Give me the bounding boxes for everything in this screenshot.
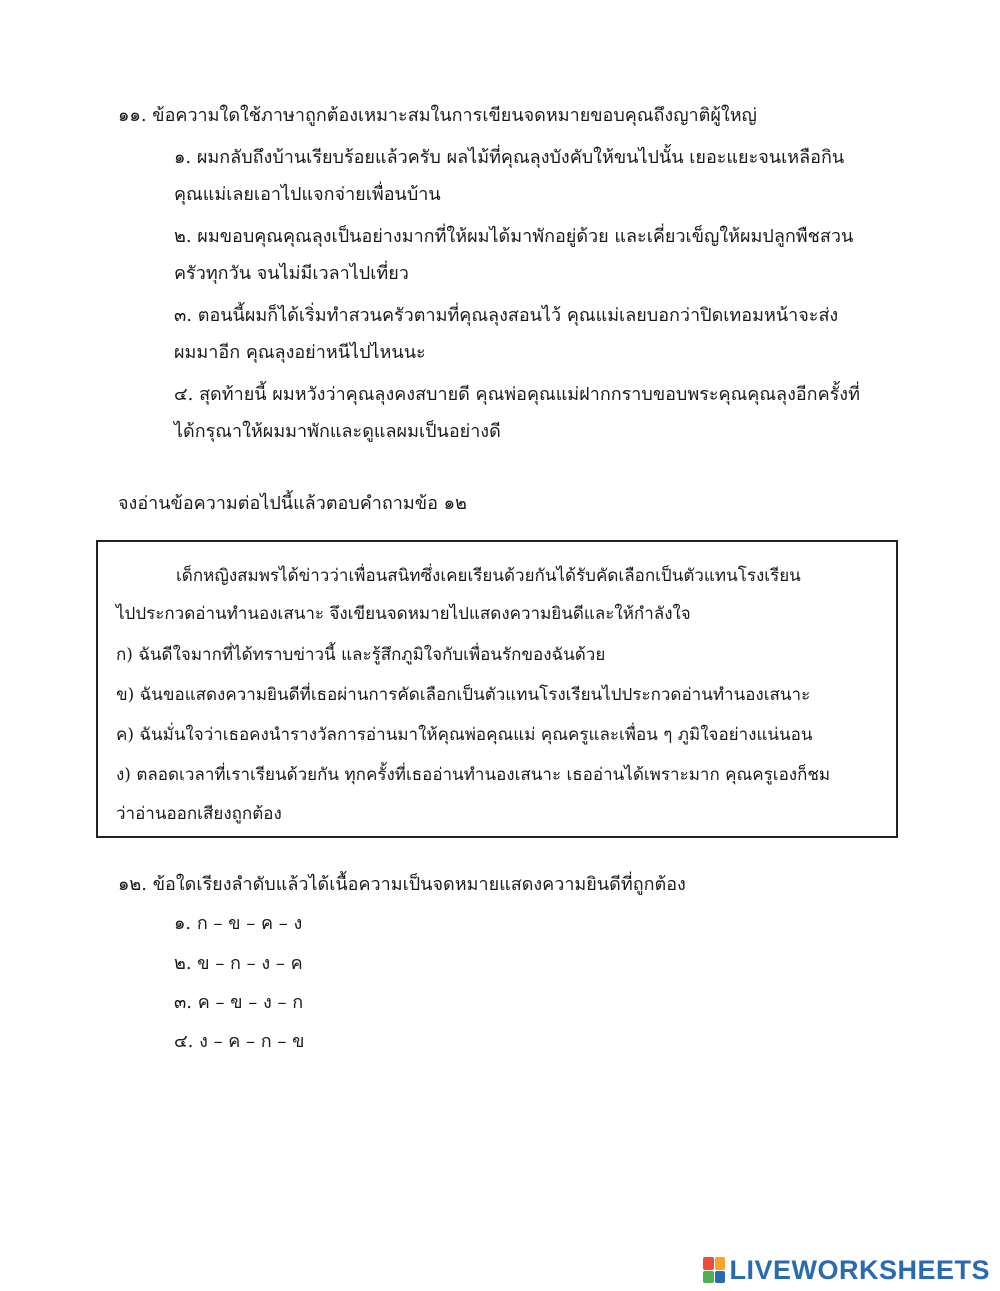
liveworksheets-logo — [703, 1255, 990, 1285]
q11-option-4-line2: ได้กรุณาให้ผมมาพักและดูแลผมเป็นอย่างดี — [174, 421, 501, 442]
q12-option-2: ๒. ข – ก – ง – ค — [174, 953, 303, 974]
q11-option-2-line2: ครัวทุกวัน จนไม่มีเวลาไปเที่ยว — [174, 263, 409, 284]
q12-option-4: ๔. ง – ค – ก – ข — [174, 1031, 305, 1052]
q12-option-1: ๑. ก – ข – ค – ง — [174, 913, 303, 934]
q11-option-3-line1: ๓. ตอนนี้ผมก็ได้เริ่มทำสวนครัวตามที่คุณลุงสอนไว้ คุณแม่เลยบอกว่าปิดเทอมหน้าจะส่ง — [174, 305, 839, 326]
passage-sentence-d-line1: ง) ตลอดเวลาที่เราเรียนด้วยกัน ทุกครั้งที่เธออ่านทำนองเสนาะ เธออ่านได้เพราะมาก คุณครูเองก็ชม — [116, 765, 831, 785]
logo-text: LIVEWORKSHEETS — [729, 1254, 990, 1285]
passage-intro-line1: เด็กหญิงสมพรได้ข่าวว่าเพื่อนสนิทซึ่งเคยเรียนด้วยกันได้รับคัดเลือกเป็นตัวแทนโรงเรียน — [176, 566, 801, 586]
passage-sentence-d-line2: ว่าอ่านออกเสียงถูกต้อง — [116, 804, 282, 824]
passage-sentence-c: ค) ฉันมั่นใจว่าเธอคงนำรางวัลการอ่านมาให้คุณพ่อคุณแม่ คุณครูและเพื่อน ๆ ภูมิใจอย่างแน่นอน — [116, 725, 813, 745]
passage-box — [96, 540, 898, 838]
q12-option-3: ๓. ค – ข – ง – ก — [174, 992, 304, 1013]
passage-intro-line2: ไปประกวดอ่านทำนองเสนาะ จึงเขียนจดหมายไปแสดงความยินดีและให้กำลังใจ — [116, 604, 691, 624]
passage-sentence-b: ข) ฉันขอแสดงความยินดีที่เธอผ่านการคัดเลือกเป็นตัวแทนโรงเรียนไปประกวดอ่านทำนองเสนาะ — [116, 685, 811, 705]
passage-sentence-a: ก) ฉันดีใจมากที่ได้ทราบข่าวนี้ และรู้สึกภูมิใจกับเพื่อนรักของฉันด้วย — [116, 645, 606, 665]
q11-option-3-line2: ผมมาอีก คุณลุงอย่าหนีไปไหนนะ — [174, 342, 426, 363]
reading-instruction: จงอ่านข้อความต่อไปนี้แล้วตอบคำถามข้อ ๑๒ — [118, 493, 467, 514]
q11-option-2-line1: ๒. ผมขอบคุณคุณลุงเป็นอย่างมากที่ให้ผมได้มาพักอยู่ด้วย และเคี่ยวเข็ญให้ผมปลูกพืชสวน — [174, 226, 854, 247]
q11-option-1-line1: ๑. ผมกลับถึงบ้านเรียบร้อยแล้วครับ ผลไม้ที่คุณลุงบังคับให้ขนไปนั้น เยอะแยะจนเหลือกิน — [174, 147, 845, 168]
q12-title: ๑๒. ข้อใดเรียงลำดับแล้วได้เนื้อความเป็นจดหมายแสดงความยินดีที่ถูกต้อง — [118, 874, 686, 895]
q11-option-4-line1: ๔. สุดท้ายนี้ ผมหวังว่าคุณลุงคงสบายดี คุณพ่อคุณแม่ฝากกราบขอบพระคุณคุณลุงอีกครั้งที่ — [174, 384, 860, 405]
logo-badge-icon — [703, 1257, 725, 1283]
q11-title: ๑๑. ข้อความใดใช้ภาษาถูกต้องเหมาะสมในการเขียนจดหมายขอบคุณถึงญาติผู้ใหญ่ — [118, 105, 757, 126]
q11-option-1-line2: คุณแม่เลยเอาไปแจกจ่ายเพื่อนบ้าน — [174, 184, 441, 205]
